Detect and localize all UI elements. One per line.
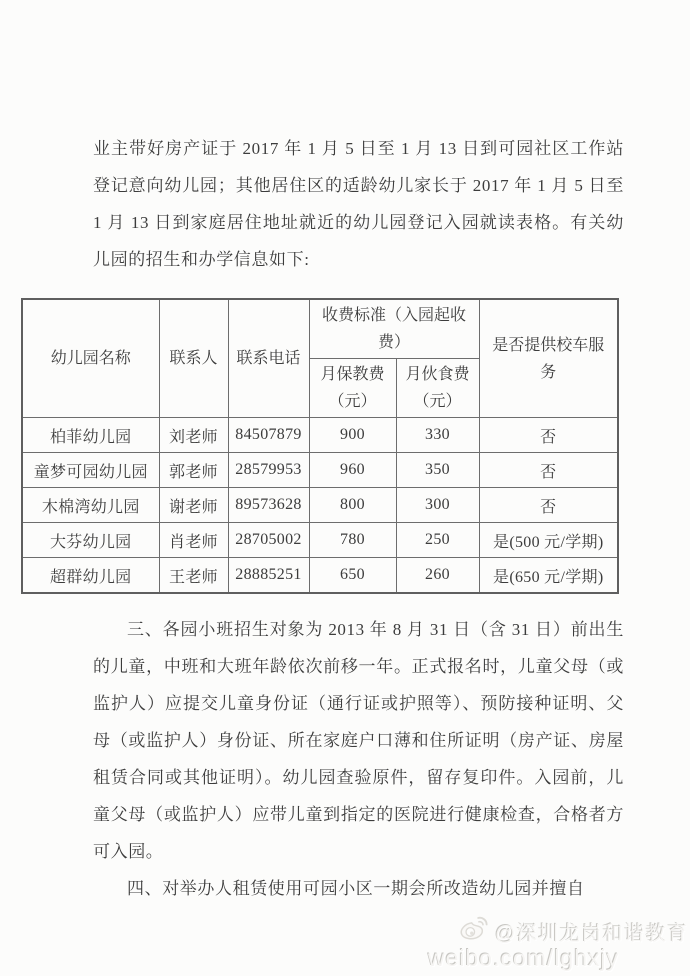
- cell-contact: 王老师: [159, 558, 228, 594]
- table-row: [22, 523, 618, 558]
- cell-bus: 否: [479, 488, 618, 523]
- cell-name: 超群幼儿园: [22, 558, 159, 594]
- cell-fee-edu: 780: [309, 523, 396, 558]
- col-header-kindergarten-name: 幼儿园名称: [22, 299, 159, 418]
- lower-paragraphs: [93, 611, 624, 907]
- cell-fee-meal: 350: [396, 453, 479, 488]
- paragraph-intro: 业主带好房产证于 2017 年 1 月 5 日至 1 月 13 日到可园社区工作站登记意向幼儿园；其他居住区的适龄幼儿家长于 2017 年 1 月 5 日至 1 月 13 日到家庭居住地址就近的幼儿园登记入园就读表格。有关幼儿园的招生和办学信息如下:: [93, 139, 624, 269]
- watermark-handle: @深圳龙岗和谐教育: [495, 922, 689, 945]
- cell-fee-meal: 250: [396, 523, 479, 558]
- watermark-handle-line: [428, 917, 689, 945]
- cell-fee-meal: 300: [396, 488, 479, 523]
- cell-fee-edu: 960: [309, 453, 396, 488]
- cell-fee-edu: 900: [309, 418, 396, 453]
- table-row: [22, 453, 618, 488]
- paragraph-item4: 四、对举办人租赁使用可园小区一期会所改造幼儿园并擅自: [127, 879, 585, 898]
- weibo-icon: [459, 915, 489, 947]
- col-header-bus-service: 是否提供校车服务: [479, 299, 618, 418]
- table-header-row-1: [22, 299, 618, 359]
- col-header-monthly-meal-fee: 月伙食费（元）: [396, 359, 479, 418]
- col-header-fee-group: 收费标准（入园起收费）: [309, 299, 479, 359]
- weibo-watermark: [428, 917, 689, 971]
- cell-phone: 28705002: [228, 523, 309, 558]
- cell-fee-edu: 650: [309, 558, 396, 594]
- cell-fee-meal: 330: [396, 418, 479, 453]
- cell-contact: 肖老师: [159, 523, 228, 558]
- cell-contact: 郭老师: [159, 453, 228, 488]
- table-row: [22, 418, 618, 453]
- table-row: [22, 558, 618, 594]
- cell-contact: 谢老师: [159, 488, 228, 523]
- cell-name: 大芬幼儿园: [22, 523, 159, 558]
- cell-bus: 是(500 元/学期): [479, 523, 618, 558]
- cell-contact: 刘老师: [159, 418, 228, 453]
- col-header-contact-person: 联系人: [159, 299, 228, 418]
- cell-phone: 28579953: [228, 453, 309, 488]
- col-header-monthly-education-fee: 月保教费（元）: [309, 359, 396, 418]
- cell-phone: 89573628: [228, 488, 309, 523]
- cell-phone: 28885251: [228, 558, 309, 594]
- watermark-url: weibo.com/lghxjy: [428, 945, 620, 971]
- cell-name: 柏菲幼儿园: [22, 418, 159, 453]
- cell-phone: 84507879: [228, 418, 309, 453]
- cell-fee-meal: 260: [396, 558, 479, 594]
- cell-name: 童梦可园幼儿园: [22, 453, 159, 488]
- kindergarten-info-table: [21, 298, 619, 594]
- cell-bus: 否: [479, 418, 618, 453]
- table-row: [22, 488, 618, 523]
- cell-bus: 是(650 元/学期): [479, 558, 618, 594]
- cell-name: 木棉湾幼儿园: [22, 488, 159, 523]
- col-header-contact-phone: 联系电话: [228, 299, 309, 418]
- cell-fee-edu: 800: [309, 488, 396, 523]
- paragraph-item3: 三、各园小班招生对象为 2013 年 8 月 31 日（含 31 日）前出生的儿童，中班和大班年龄依次前移一年。正式报名时，儿童父母（或监护人）应提交儿童身份证（通行证或护照等）、预防接种证明、父母（或监护人）身份证、所在家庭户口薄和住所证明（房产证、房屋租赁合同或其他证明）。幼儿园查验原件，留存复印件。入园前，儿童父母（或监护人）应带儿童到指定的医院进行健康检查，合格者方可入园。: [93, 620, 624, 861]
- cell-bus: 否: [479, 453, 618, 488]
